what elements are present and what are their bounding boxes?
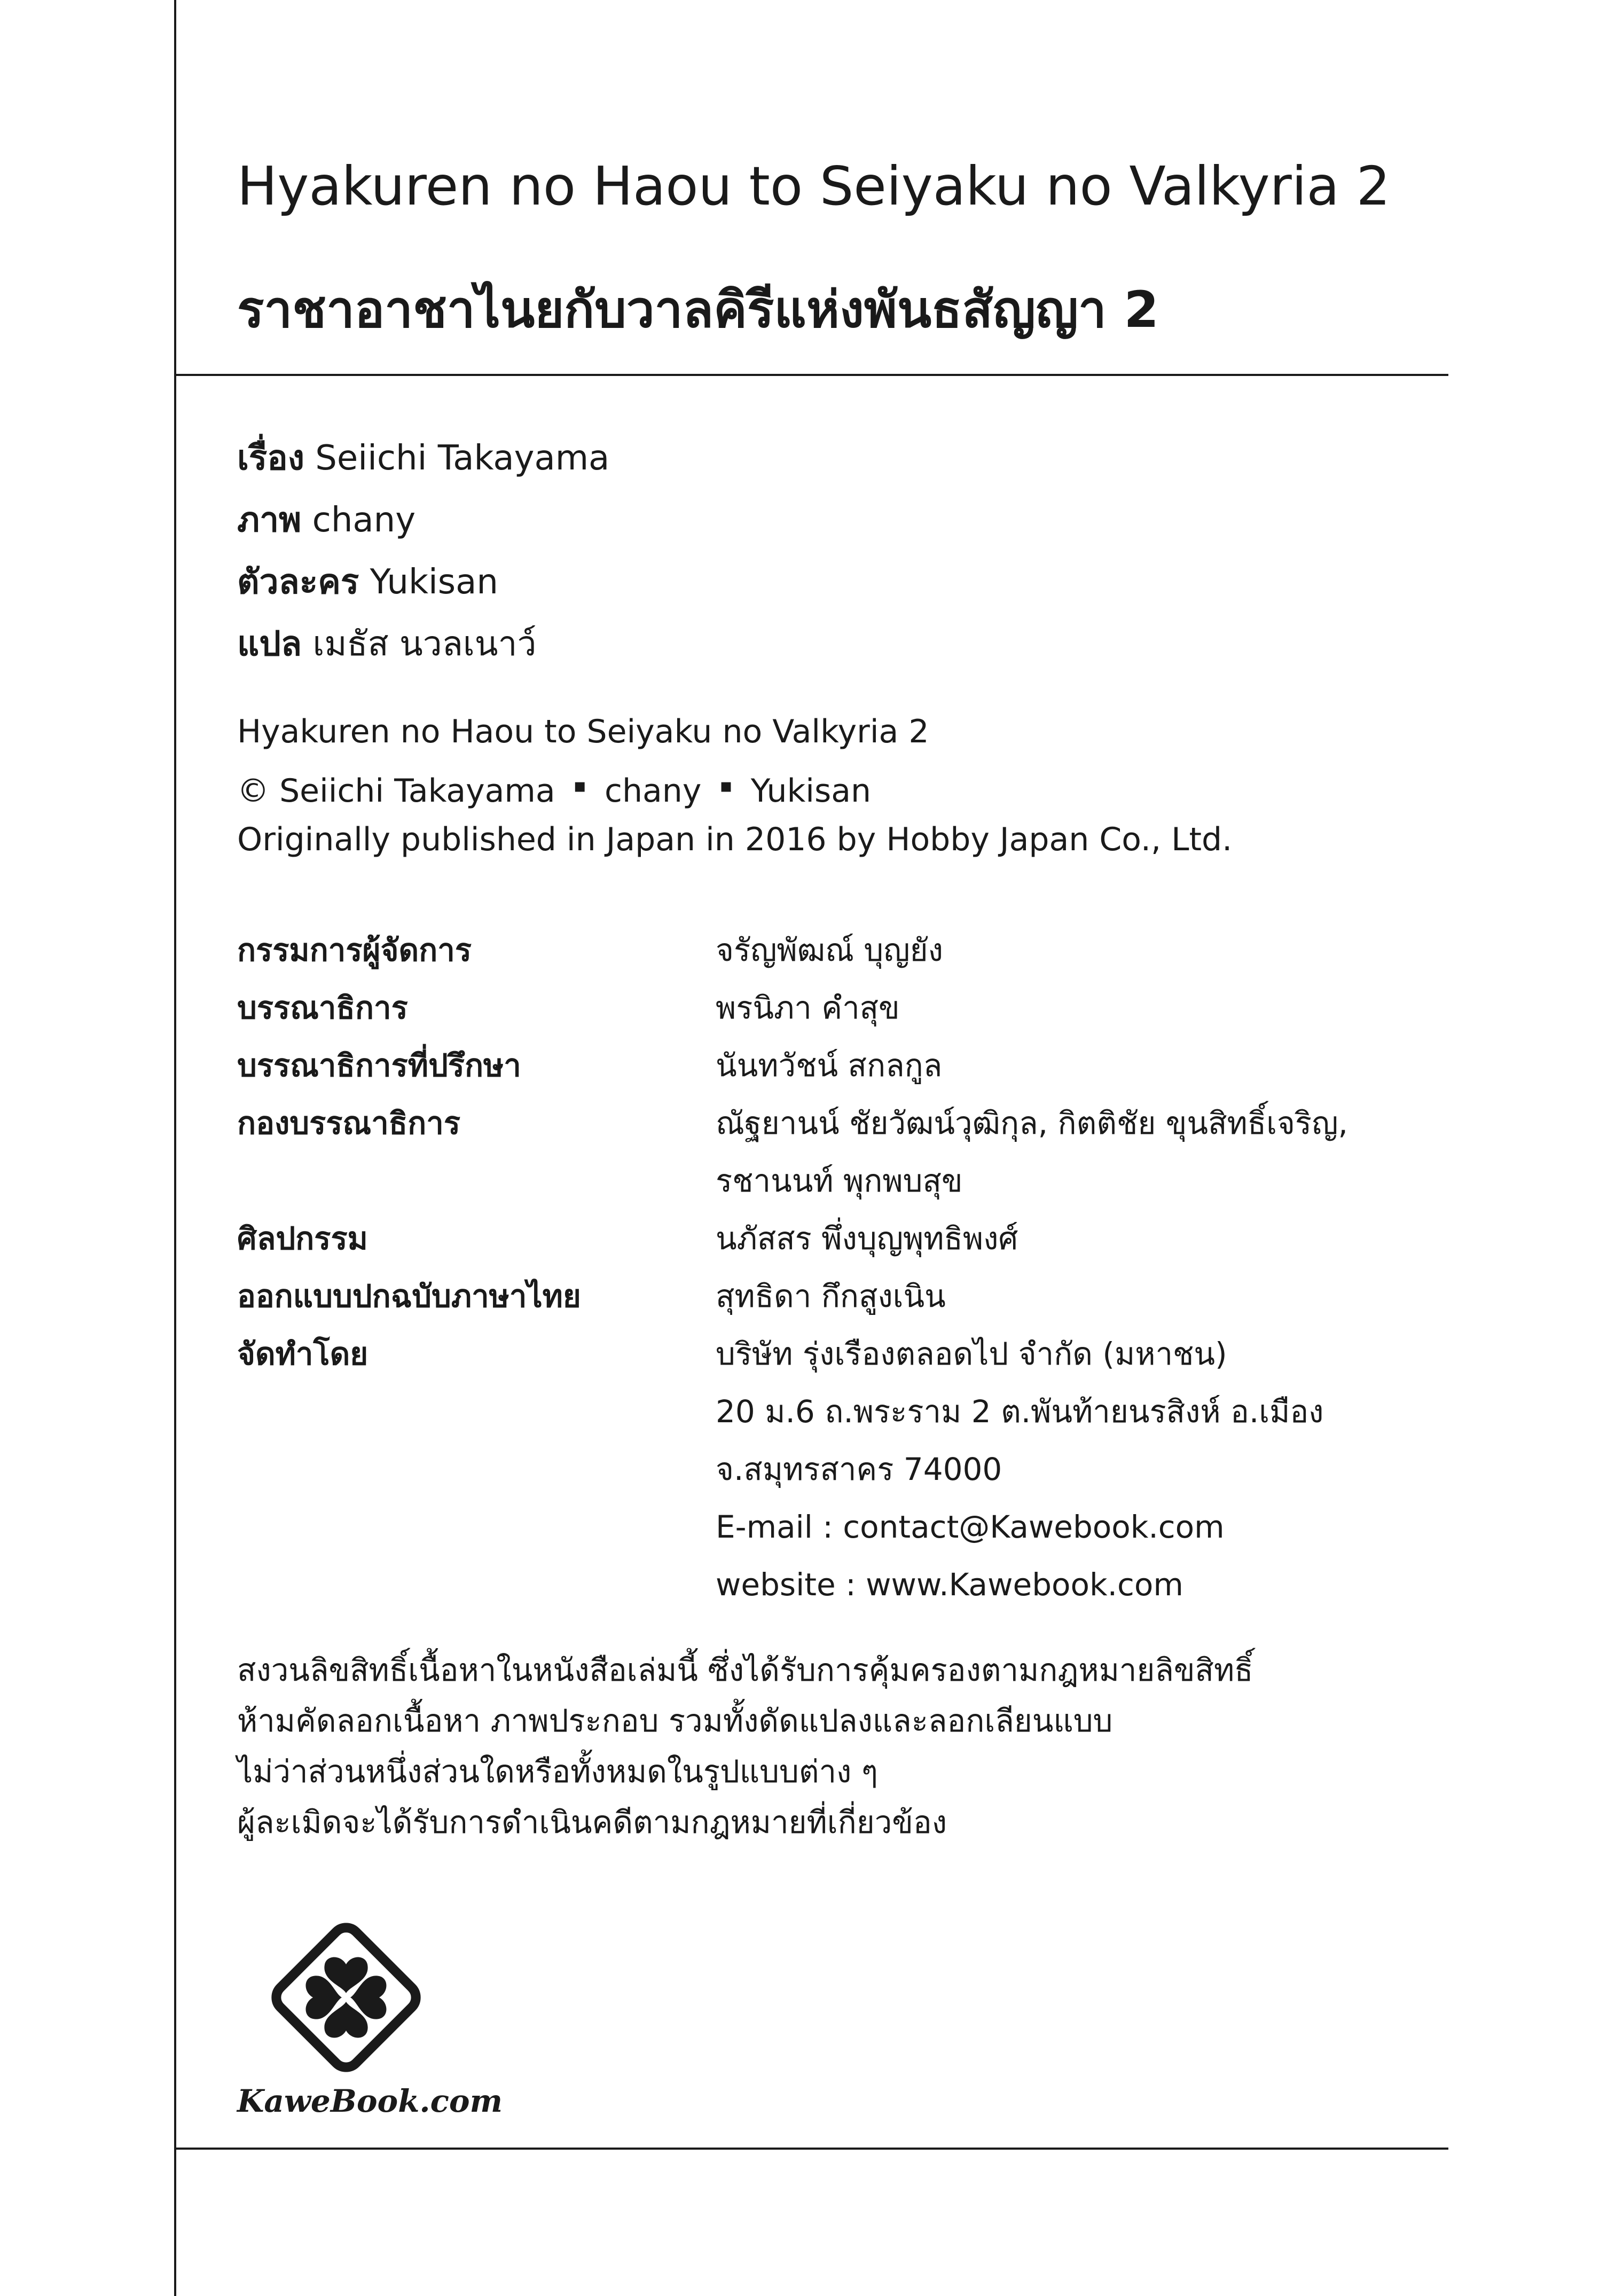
staff-row xyxy=(237,1267,1412,1325)
staff-role: บรรณาธิการ xyxy=(237,990,408,1026)
staff-row xyxy=(237,1094,1412,1210)
header-divider xyxy=(174,374,1448,376)
book-title-english: Hyakuren no Haou to Seiyaku no Valkyria 2 xyxy=(237,155,1391,217)
credit-label: ภาพ xyxy=(237,500,302,540)
staff-role: ออกแบบปกฉบับภาษาไทย xyxy=(237,1278,581,1314)
staff-name: นันทวัชน์ สกลกูล xyxy=(716,1047,943,1084)
staff-names xyxy=(716,1325,1324,1613)
staff-name: พรนิภา คำสุข xyxy=(716,990,900,1026)
footer-divider xyxy=(174,2148,1448,2150)
staff-role: กองบรรณาธิการ xyxy=(237,1105,461,1141)
staff-row xyxy=(237,1037,1412,1094)
staff-names xyxy=(716,1210,1018,1267)
staff-name: รชานนท์ พุกพบสุข xyxy=(716,1163,963,1199)
publisher-province: จ.สมุทรสาคร 74000 xyxy=(716,1451,1002,1487)
staff-row xyxy=(237,979,1412,1037)
copyright-holder: chany xyxy=(605,772,702,810)
publisher-address: 20 ม.6 ถ.พระราม 2 ต.พันท้ายนรสิงห์ อ.เมือง xyxy=(716,1393,1324,1430)
bullet-separator: ▪ xyxy=(719,775,733,797)
staff-names xyxy=(716,979,900,1037)
staff-row xyxy=(237,1210,1412,1267)
publisher-logo xyxy=(237,1923,503,2126)
publisher-email: E-mail : contact@Kawebook.com xyxy=(716,1509,1225,1545)
copyright-holder: Yukisan xyxy=(750,772,872,810)
credit-label: ตัวละคร xyxy=(237,562,359,602)
staff-names xyxy=(716,1267,946,1325)
staff-role: บรรณาธิการที่ปรึกษา xyxy=(237,1047,521,1084)
staff-list xyxy=(237,921,1412,1613)
notice-line: ห้ามคัดลอกเนื้อหา ภาพประกอบ รวมทั้งดัดแปลงและลอกเลียนแบบ xyxy=(237,1703,1113,1739)
copyright-block xyxy=(237,705,1232,867)
staff-name: นภัสสร พึ่งบุญพุทธิพงศ์ xyxy=(716,1220,1018,1257)
staff-names xyxy=(716,1037,942,1094)
publisher-website: website : www.Kawebook.com xyxy=(716,1566,1183,1603)
copyright-notice xyxy=(237,1645,1253,1848)
staff-row xyxy=(237,921,1412,979)
credits-list xyxy=(237,427,609,675)
original-publication: Originally published in Japan in 2016 by Hobby Japan Co., Ltd. xyxy=(237,821,1233,858)
staff-name: ณัฐยานน์ ชัยวัฒน์วุฒิกุล, กิตติชัย ขุนสิทธิ์เจริญ, xyxy=(716,1105,1348,1141)
staff-role: จัดทำโดย xyxy=(237,1336,369,1372)
staff-names xyxy=(716,1094,1348,1210)
staff-names xyxy=(716,921,943,979)
credit-story xyxy=(237,427,609,489)
notice-line: ผู้ละเมิดจะได้รับการดำเนินคดีตามกฎหมายที่เกี่ยวข้อง xyxy=(237,1804,947,1840)
book-title-thai: ราชาอาชาไนยกับวาลคิรีแห่งพันธสัญญา 2 xyxy=(237,281,1159,339)
staff-role: กรรมการผู้จัดการ xyxy=(237,932,472,968)
credit-label: เรื่อง xyxy=(237,438,304,478)
credit-value: Yukisan xyxy=(370,562,498,602)
logo-wordmark: KaweBook.com xyxy=(237,2083,503,2119)
credit-character xyxy=(237,551,609,613)
copyright-holder: © Seiichi Takayama xyxy=(237,772,555,810)
credit-label: แปล xyxy=(237,624,302,664)
copyright-holders xyxy=(237,759,1232,813)
staff-row xyxy=(237,1325,1412,1613)
staff-name: สุทธิดา กึกสูงเนิน xyxy=(716,1278,946,1314)
credit-value: Seiichi Takayama xyxy=(315,438,610,478)
left-margin-rule xyxy=(174,0,176,2296)
staff-name: จรัญพัฒณ์ บุญยัง xyxy=(716,932,943,968)
credit-illustration xyxy=(237,489,609,551)
notice-line: ไม่ว่าส่วนหนึ่งส่วนใดหรือทั้งหมดในรูปแบบต่าง ๆ xyxy=(237,1753,878,1790)
notice-line: สงวนลิขสิทธิ์เนื้อหาในหนังสือเล่มนี้ ซึ่งได้รับการคุ้มครองตามกฎหมายลิขสิทธิ์ xyxy=(237,1652,1253,1688)
clover-diamond-logo-icon xyxy=(237,1923,472,2083)
copyright-title: Hyakuren no Haou to Seiyaku no Valkyria 2 xyxy=(237,713,929,750)
credit-value: เมธัส นวลเนาว์ xyxy=(312,624,537,664)
credit-translator xyxy=(237,613,609,675)
publisher-name: บริษัท รุ่งเรืองตลอดไป จำกัด (มหาชน) xyxy=(716,1336,1227,1372)
credit-value: chany xyxy=(312,500,416,540)
staff-role: ศิลปกรรม xyxy=(237,1220,368,1257)
bullet-separator: ▪ xyxy=(573,775,587,797)
